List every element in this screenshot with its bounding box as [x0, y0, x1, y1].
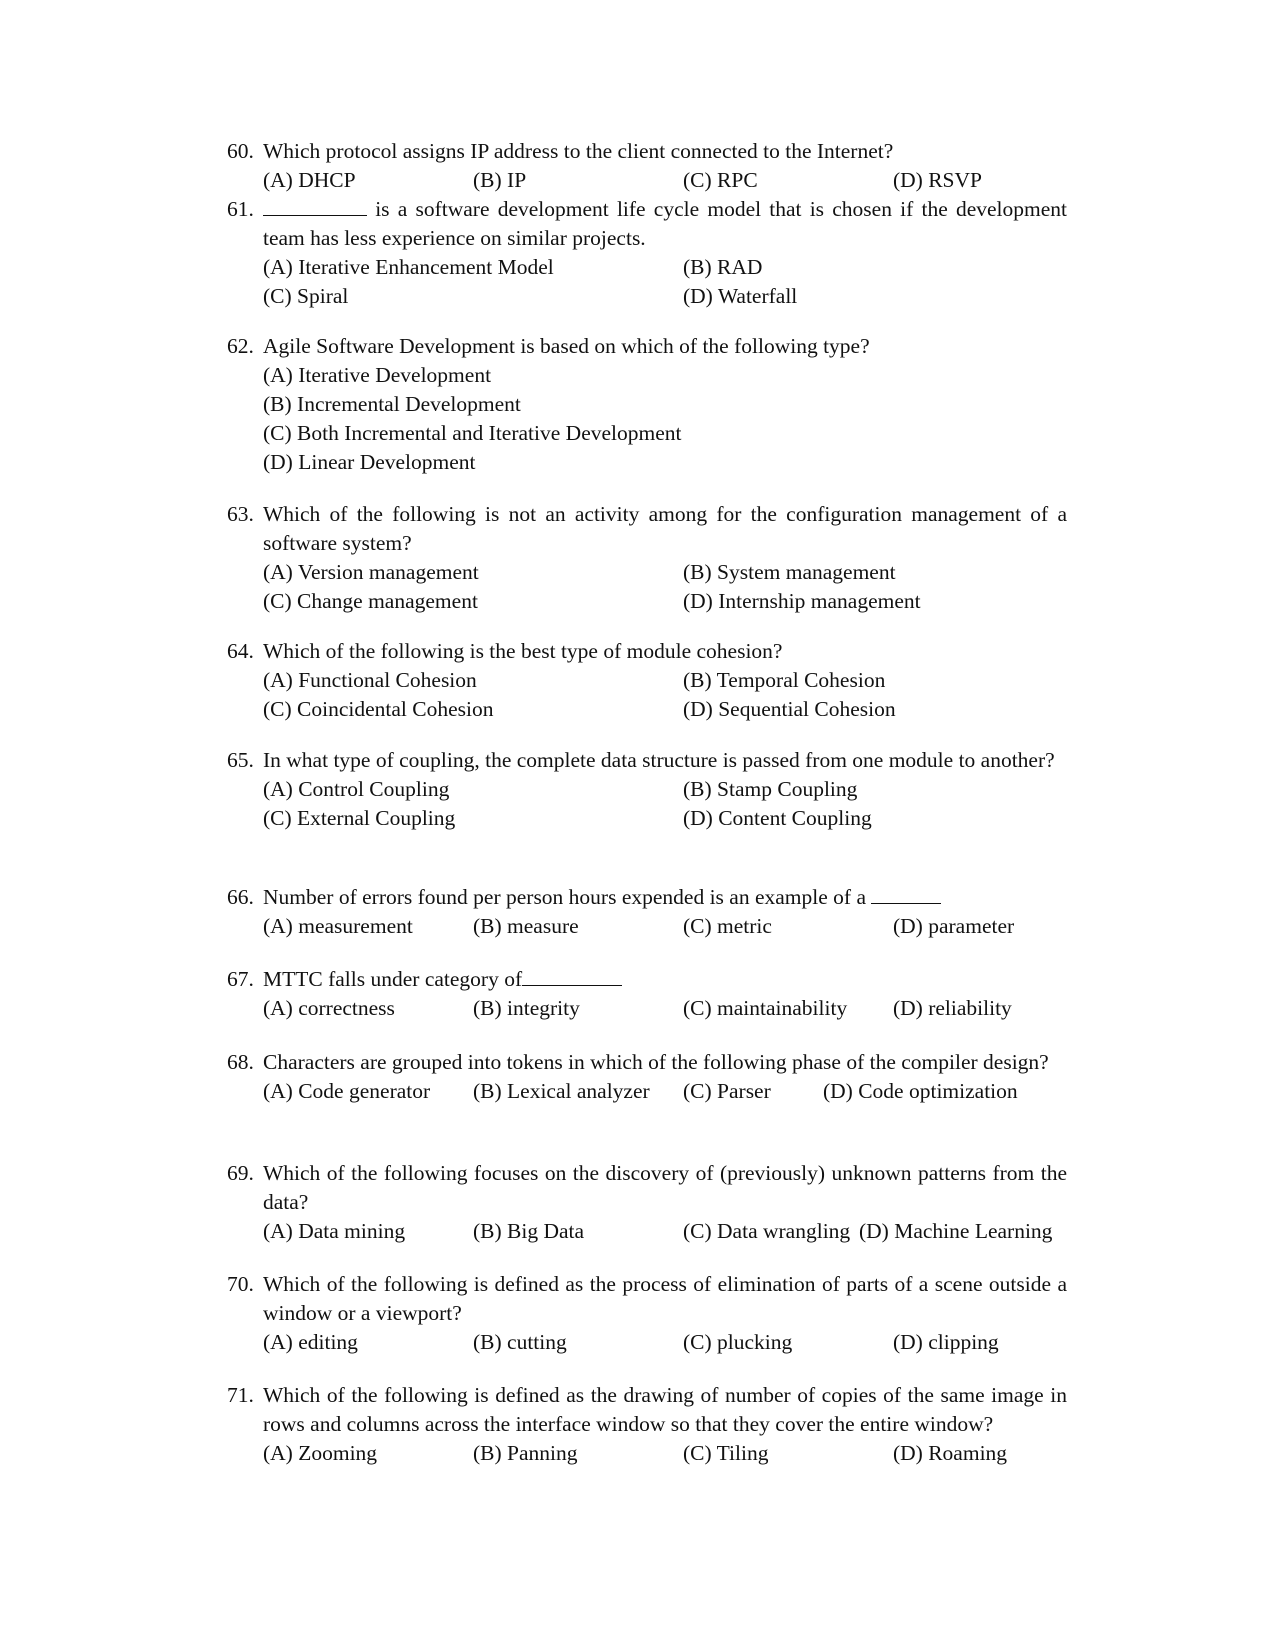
option-d: (D) RSVP: [893, 168, 983, 192]
question-text-wrap: [263, 195, 1067, 253]
question-number: 71.: [227, 1383, 254, 1407]
option-b: (B) Lexical analyzer: [473, 1079, 650, 1103]
question-number: 64.: [227, 639, 254, 663]
question-text: Number of errors found per person hours expended is an example of a: [263, 885, 866, 909]
option-c: (C) Data wrangling: [683, 1219, 851, 1243]
option-d: (D) Content Coupling: [683, 806, 872, 830]
question-62: [0, 332, 1275, 477]
question-text-wrap: [263, 883, 1067, 912]
question-text: Characters are grouped into tokens in which of the following phase of the compiler design?: [263, 1050, 1049, 1074]
option-b: (B) Temporal Cohesion: [683, 668, 886, 692]
question-71: [0, 1381, 1275, 1468]
option-b: (B) measure: [473, 914, 579, 938]
options-row: [0, 666, 1275, 695]
option-b: (B) RAD: [683, 255, 763, 279]
question-69: [0, 1159, 1275, 1246]
option-c: (C) Parser: [683, 1079, 771, 1103]
question-number: 65.: [227, 748, 254, 772]
question-61: [0, 195, 1275, 311]
question-stem: [0, 746, 1275, 775]
option-c: (C) plucking: [683, 1330, 793, 1354]
option-d: (D) parameter: [893, 914, 1015, 938]
question-number: 68.: [227, 1050, 254, 1074]
question-text: Which of the following is defined as the process of elimination of parts of a scene outside a window or a viewport?: [263, 1272, 1067, 1325]
question-stem: [0, 1381, 1275, 1439]
question-text: Which of the following is not an activity among for the configuration management of a software system?: [263, 502, 1067, 555]
question-number: 60.: [227, 139, 254, 163]
fill-blank: [871, 885, 941, 904]
fill-blank: [522, 967, 622, 986]
options-row: [0, 775, 1275, 804]
question-number: 70.: [227, 1272, 254, 1296]
question-stem: [0, 1048, 1275, 1077]
option-d: (D) Linear Development: [263, 450, 476, 474]
question-68: [0, 1048, 1275, 1106]
question-stem: [0, 1159, 1275, 1217]
question-number: 69.: [227, 1161, 254, 1185]
option-c: (C) metric: [683, 914, 772, 938]
question-number: 62.: [227, 334, 254, 358]
option-a: (A) Data mining: [263, 1219, 406, 1243]
option-a: (A) measurement: [263, 914, 413, 938]
question-67: [0, 965, 1275, 1023]
question-stem: [0, 332, 1275, 361]
question-65: [0, 746, 1275, 833]
question-number: 66.: [227, 885, 254, 909]
option-b: (B) Big Data: [473, 1219, 585, 1243]
option-b: (B) Panning: [473, 1441, 578, 1465]
option-a: (A) Zooming: [263, 1441, 378, 1465]
question-70: [0, 1270, 1275, 1357]
option-a: (A) Iterative Enhancement Model: [263, 255, 554, 279]
question-text: Which of the following is defined as the drawing of number of copies of the same image in rows and columns across the interface window so that they cover the entire window?: [263, 1383, 1067, 1436]
question-text: Agile Software Development is based on which of the following type?: [263, 334, 870, 358]
question-number: 63.: [227, 502, 254, 526]
option-d: (D) clipping: [893, 1330, 999, 1354]
options-row: [0, 912, 1275, 941]
option-c: (C) External Coupling: [263, 806, 456, 830]
question-text: is a software development life cycle model that is chosen if the development team has less experience on similar projects.: [263, 197, 1067, 250]
option-c: (C) Both Incremental and Iterative Development: [263, 421, 682, 445]
options-row: [0, 587, 1275, 616]
option-c: (C) maintainability: [683, 996, 848, 1020]
question-66: [0, 883, 1275, 941]
options-row: [0, 166, 1275, 195]
question-text: In what type of coupling, the complete data structure is passed from one module to another?: [263, 748, 1055, 772]
option-c: (C) Tiling: [683, 1441, 769, 1465]
options-row: [0, 1217, 1275, 1246]
options-row: [0, 419, 1275, 448]
option-d: (D) Sequential Cohesion: [683, 697, 896, 721]
options-row: [0, 695, 1275, 724]
option-d: (D) Roaming: [893, 1441, 1008, 1465]
question-text: Which protocol assigns IP address to the client connected to the Internet?: [263, 139, 894, 163]
option-c: (C) Change management: [263, 589, 478, 613]
options-row: [0, 1077, 1275, 1106]
options-row: [0, 361, 1275, 390]
question-stem: [0, 883, 1275, 912]
options-row: [0, 390, 1275, 419]
options-row: [0, 448, 1275, 477]
question-stem: [0, 500, 1275, 558]
question-text: Which of the following is the best type of module cohesion?: [263, 639, 783, 663]
option-c: (C) Coincidental Cohesion: [263, 697, 494, 721]
question-stem: [0, 137, 1275, 166]
option-b: (B) Stamp Coupling: [683, 777, 858, 801]
options-row: [0, 282, 1275, 311]
option-a: (A) Version management: [263, 560, 479, 584]
options-row: [0, 558, 1275, 587]
option-b: (B) integrity: [473, 996, 580, 1020]
question-stem: [0, 637, 1275, 666]
options-row: [0, 804, 1275, 833]
option-b: (B) Incremental Development: [263, 392, 521, 416]
question-stem: [0, 965, 1275, 994]
question-stem: [0, 195, 1275, 253]
option-a: (A) DHCP: [263, 168, 356, 192]
question-64: [0, 637, 1275, 724]
option-a: (A) Iterative Development: [263, 363, 492, 387]
option-a: (A) Control Coupling: [263, 777, 450, 801]
question-number: 61.: [227, 197, 254, 221]
option-d: (D) reliability: [893, 996, 1012, 1020]
question-60: [0, 137, 1275, 195]
options-row: [0, 994, 1275, 1023]
options-row: [0, 253, 1275, 282]
question-text-wrap: [263, 965, 1067, 994]
question-number: 67.: [227, 967, 254, 991]
option-c: (C) Spiral: [263, 284, 349, 308]
option-b: (B) cutting: [473, 1330, 567, 1354]
option-d: (D) Code optimization: [823, 1079, 1018, 1103]
question-63: [0, 500, 1275, 616]
option-a: (A) correctness: [263, 996, 395, 1020]
fill-blank: [263, 197, 367, 216]
option-a: (A) Functional Cohesion: [263, 668, 477, 692]
question-text: MTTC falls under category of: [263, 967, 523, 991]
question-stem: [0, 1270, 1275, 1328]
option-a: (A) editing: [263, 1330, 358, 1354]
options-row: [0, 1328, 1275, 1357]
option-c: (C) RPC: [683, 168, 758, 192]
option-b: (B) IP: [473, 168, 527, 192]
question-text: Which of the following focuses on the discovery of (previously) unknown patterns from the data?: [263, 1161, 1067, 1214]
option-d: (D) Internship management: [683, 589, 921, 613]
options-row: [0, 1439, 1275, 1468]
option-a: (A) Code generator: [263, 1079, 431, 1103]
option-d: (D) Waterfall: [683, 284, 798, 308]
option-d: (D) Machine Learning: [859, 1219, 1053, 1243]
option-b: (B) System management: [683, 560, 896, 584]
